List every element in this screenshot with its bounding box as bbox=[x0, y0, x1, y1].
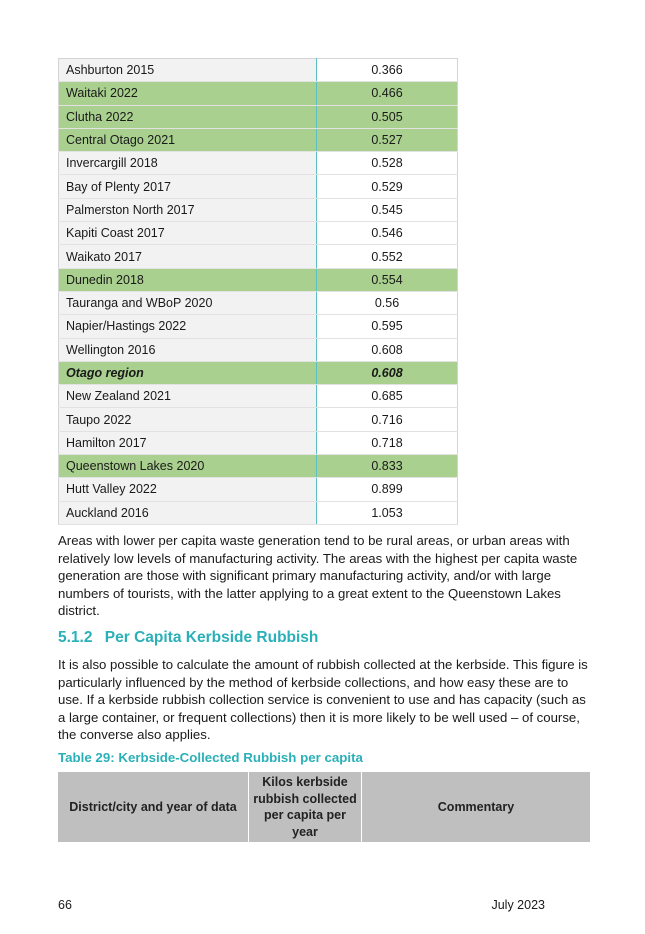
row-waste-value: 0.685 bbox=[317, 385, 458, 408]
row-district-name: Bay of Plenty 2017 bbox=[59, 175, 317, 198]
row-district-name: Hamilton 2017 bbox=[59, 431, 317, 454]
table-row bbox=[59, 455, 458, 478]
table-row bbox=[59, 105, 458, 128]
table-row bbox=[59, 59, 458, 82]
row-district-name: New Zealand 2021 bbox=[59, 385, 317, 408]
table-row bbox=[59, 338, 458, 361]
table-row bbox=[59, 478, 458, 501]
footer-date: July 2023 bbox=[491, 898, 545, 912]
row-district-name: Hutt Valley 2022 bbox=[59, 478, 317, 501]
row-waste-value: 0.608 bbox=[317, 361, 458, 384]
table-row bbox=[59, 315, 458, 338]
row-waste-value: 0.366 bbox=[317, 59, 458, 82]
table-row bbox=[59, 291, 458, 314]
row-waste-value: 0.529 bbox=[317, 175, 458, 198]
row-waste-value: 0.505 bbox=[317, 105, 458, 128]
row-district-name: Invercargill 2018 bbox=[59, 152, 317, 175]
row-waste-value: 0.546 bbox=[317, 222, 458, 245]
waste-table-body bbox=[59, 59, 458, 525]
row-district-name: Taupo 2022 bbox=[59, 408, 317, 431]
row-district-name: Kapiti Coast 2017 bbox=[59, 222, 317, 245]
table-row bbox=[59, 128, 458, 151]
table-row bbox=[59, 82, 458, 105]
row-waste-value: 0.545 bbox=[317, 198, 458, 221]
header-kilos: Kilos kerbside rubbish collected per capita per year bbox=[249, 772, 362, 842]
table-row bbox=[59, 431, 458, 454]
table-caption: Table 29: Kerbside-Collected Rubbish per capita bbox=[58, 750, 363, 765]
row-waste-value: 0.528 bbox=[317, 152, 458, 175]
row-district-name: Auckland 2016 bbox=[59, 501, 317, 524]
row-waste-value: 0.899 bbox=[317, 478, 458, 501]
row-waste-value: 0.527 bbox=[317, 128, 458, 151]
row-district-name: Napier/Hastings 2022 bbox=[59, 315, 317, 338]
table-row bbox=[59, 385, 458, 408]
row-waste-value: 0.718 bbox=[317, 431, 458, 454]
row-district-name: Palmerston North 2017 bbox=[59, 198, 317, 221]
row-waste-value: 0.595 bbox=[317, 315, 458, 338]
row-district-name: Central Otago 2021 bbox=[59, 128, 317, 151]
row-district-name: Queenstown Lakes 2020 bbox=[59, 455, 317, 478]
table-row bbox=[59, 361, 458, 384]
row-waste-value: 0.833 bbox=[317, 455, 458, 478]
row-district-name: Ashburton 2015 bbox=[59, 59, 317, 82]
paragraph-kerbside: It is also possible to calculate the amount of rubbish collected at the kerbside. This figure is particularly influenced by the method of kerbside collections, and how easy these are to use. If a kerbside rubbish collection service is convenient to use and has capacity (such as a large container, or frequent collections) then it is more likely to be well used – of course, the converse also applies. bbox=[58, 657, 588, 742]
row-waste-value: 0.466 bbox=[317, 82, 458, 105]
row-waste-value: 0.608 bbox=[317, 338, 458, 361]
table-row bbox=[59, 245, 458, 268]
table-row bbox=[59, 152, 458, 175]
table-row bbox=[59, 408, 458, 431]
row-district-name: Dunedin 2018 bbox=[59, 268, 317, 291]
section-title: Per Capita Kerbside Rubbish bbox=[104, 629, 319, 646]
row-district-name: Clutha 2022 bbox=[59, 105, 317, 128]
row-waste-value: 0.56 bbox=[317, 291, 458, 314]
row-waste-value: 0.552 bbox=[317, 245, 458, 268]
header-district: District/city and year of data bbox=[58, 772, 249, 842]
page-number: 66 bbox=[58, 898, 72, 912]
row-waste-value: 0.554 bbox=[317, 268, 458, 291]
row-district-name: Tauranga and WBoP 2020 bbox=[59, 291, 317, 314]
table-row bbox=[59, 501, 458, 524]
row-district-name: Wellington 2016 bbox=[59, 338, 317, 361]
row-waste-value: 1.053 bbox=[317, 501, 458, 524]
table-header-row bbox=[58, 772, 590, 842]
table-row bbox=[59, 198, 458, 221]
table-row bbox=[59, 222, 458, 245]
section-number: 5.1.2 bbox=[58, 629, 93, 646]
row-waste-value: 0.716 bbox=[317, 408, 458, 431]
per-capita-waste-table bbox=[58, 58, 458, 525]
table-row bbox=[59, 175, 458, 198]
section-heading bbox=[58, 629, 318, 647]
header-commentary: Commentary bbox=[362, 772, 591, 842]
row-district-name: Otago region bbox=[59, 361, 317, 384]
table-row bbox=[59, 268, 458, 291]
kerbside-rubbish-table bbox=[58, 772, 590, 842]
paragraph-waste-generation: Areas with lower per capita waste generation tend to be rural areas, or urban areas with relatively low levels of manufacturing activity. The areas with the highest per capita waste generation are those with significant primary manufacturing activity, and/or with large numbers of tourists, with the latter applying to a great extent to the Queenstown Lakes district. bbox=[58, 533, 578, 618]
row-district-name: Waitaki 2022 bbox=[59, 82, 317, 105]
row-district-name: Waikato 2017 bbox=[59, 245, 317, 268]
